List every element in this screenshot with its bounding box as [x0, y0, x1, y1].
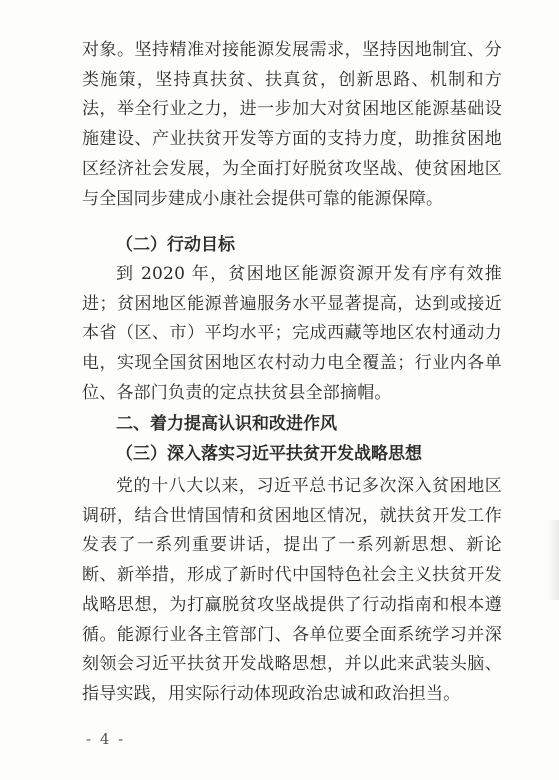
paragraph-purpose: 对象。坚持精准对接能源发展需求，坚持因地制宜、分类施策，坚持真扶贫、扶真贫，创新思路、机制和方法，举全行业之力，进一步加大对贫困地区能源基础设施建设、产业扶贫开发等方面的支持力度，助推贫困地区经济社会发展，为全面打好脱贫攻坚战、使贫困地区与全国同步建成小康社会提供可靠的能源保障。: [82, 40, 502, 209]
heading-action-goals: （二）行动目标: [116, 235, 235, 255]
paragraph-strategy-thought: 党的十八大以来，习近平总书记多次深入贫困地区调研，结合世情国情和贫困地区情况，就扶贫开发工作发表了一系列重要讲话，提出了一系列新思想、新论断、新举措，形成了新时代中国特色社会主义扶贫开发战略思想，为打赢脱贫攻坚战提供了行动指南和根本遵循。能源行业各主管部门、各单位要全面系统学习并深刻领会习近平扶贫开发战略思想，并以此来武装头脑、指导实践，用实际行动体现政治忠诚和政治担当。: [82, 476, 502, 704]
page-number: - 4 -: [86, 730, 126, 748]
heading-section-two: 二、着力提高认识和改进作风: [116, 414, 337, 434]
paragraph-action-goals: 到 2020 年，贫困地区能源资源开发有序有效推进；贫困地区能源普遍服务水平显著提高，达到或接近本省（区、市）平均水平；完成西藏等地区农村通动力电，实现全国贫困地区农村动力电全覆盖；行业内各单位、各部门负责的定点扶贫县全部摘帽。: [82, 264, 502, 403]
scan-shadow: [548, 520, 559, 600]
heading-subsection-three: （三）深入落实习近平扶贫开发战略思想: [116, 444, 422, 464]
